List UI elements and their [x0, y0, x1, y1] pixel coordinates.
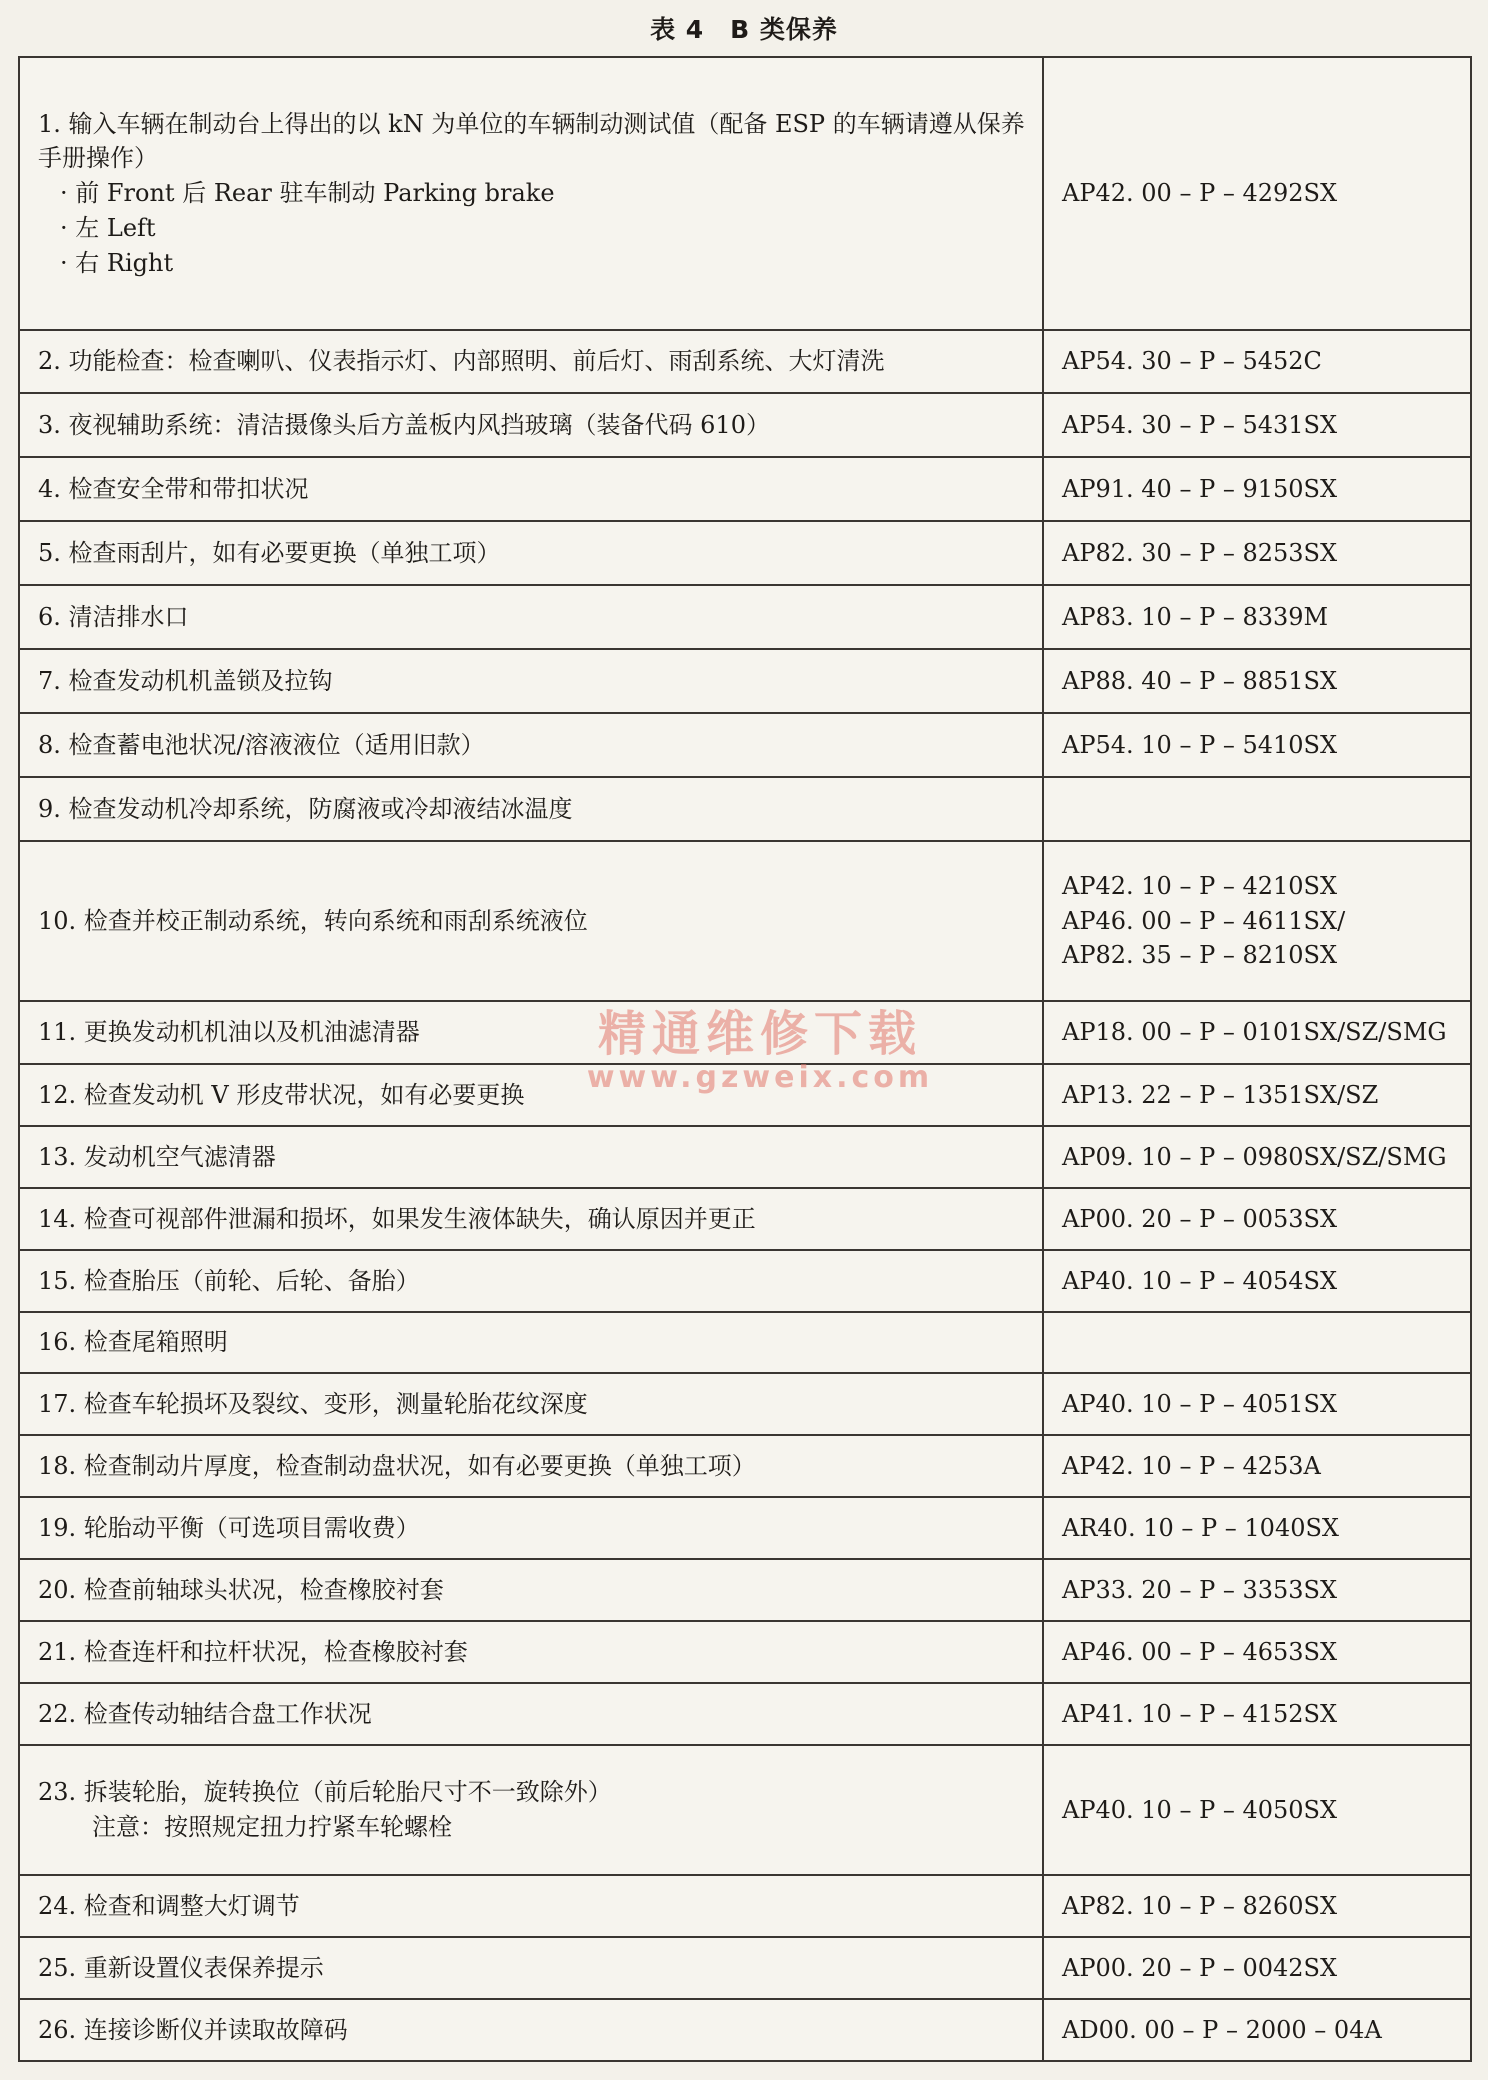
table-row: [19, 1875, 1471, 1937]
row-code: AP00. 20 – P – 0053SX: [1043, 1188, 1471, 1250]
row-code: AP82. 30 – P – 8253SX: [1043, 521, 1471, 585]
row-description: [19, 1683, 1043, 1745]
code-line: AP42. 10 – P – 4210SX: [1062, 871, 1338, 900]
maintenance-table: [18, 56, 1472, 2062]
row-code: AP40. 10 – P – 4051SX: [1043, 1373, 1471, 1435]
table-row: [19, 521, 1471, 585]
table-row: [19, 1745, 1471, 1875]
item-text: 8. 检查蓄电池状况/溶液液位（适用旧款）: [38, 730, 485, 759]
row-description: [19, 1999, 1043, 2061]
table-row: [19, 841, 1471, 1001]
row-description: [19, 1937, 1043, 1999]
item-subtext: · 前 Front 后 Rear 驻车制动 Parking brake: [60, 179, 555, 208]
item-text: 20. 检查前轴球头状况，检查橡胶衬套: [38, 1575, 444, 1604]
table-row: [19, 1250, 1471, 1312]
row-code: [1043, 1312, 1471, 1373]
table-row: [19, 1312, 1471, 1373]
code-line: AP82. 35 – P – 8210SX: [1062, 941, 1338, 970]
row-code: AP42. 10 – P – 4253A: [1043, 1435, 1471, 1497]
item-text: 7. 检查发动机机盖锁及拉钩: [38, 666, 333, 695]
row-code: AR40. 10 – P – 1040SX: [1043, 1497, 1471, 1559]
table-row: [19, 457, 1471, 521]
row-description: [19, 1497, 1043, 1559]
row-description: [19, 841, 1043, 1001]
table-row: [19, 1435, 1471, 1497]
row-code: AP54. 10 – P – 5410SX: [1043, 713, 1471, 777]
row-description: [19, 457, 1043, 521]
code-line: AP46. 00 – P – 4611SX/: [1062, 906, 1346, 935]
table-row: [19, 330, 1471, 393]
item-text: 23. 拆装轮胎，旋转换位（前后轮胎尺寸不一致除外）: [38, 1778, 612, 1807]
row-code: AP18. 00 – P – 0101SX/SZ/SMG: [1043, 1001, 1471, 1064]
item-text: 17. 检查车轮损坏及裂纹、变形，测量轮胎花纹深度: [38, 1389, 588, 1418]
row-description: [19, 1064, 1043, 1126]
item-text: 16. 检查尾箱照明: [38, 1328, 228, 1357]
table-row: [19, 1937, 1471, 1999]
page-title: 表 4 B 类保养: [650, 15, 838, 44]
watermark-text: 精通维修下载: [597, 1006, 922, 1062]
table-row: [19, 1001, 1471, 1064]
row-code: AP09. 10 – P – 0980SX/SZ/SMG: [1043, 1126, 1471, 1188]
table-row: [19, 57, 1471, 330]
row-code: [1043, 841, 1471, 1001]
row-code: AP54. 30 – P – 5431SX: [1043, 393, 1471, 457]
item-note: 注意：按照规定扭力拧紧车轮螺栓: [92, 1813, 452, 1841]
table-row: [19, 1683, 1471, 1745]
row-code: AD00. 00 – P – 2000 – 04A: [1043, 1999, 1471, 2061]
row-description: [19, 1373, 1043, 1435]
row-code: AP00. 20 – P – 0042SX: [1043, 1937, 1471, 1999]
item-text: 12. 检查发动机 V 形皮带状况，如有必要更换: [38, 1080, 525, 1109]
row-code: AP91. 40 – P – 9150SX: [1043, 457, 1471, 521]
watermark-url: www.gzweix.com: [586, 1060, 934, 1095]
item-subtext: · 右 Right: [60, 248, 174, 277]
item-text: 15. 检查胎压（前轮、后轮、备胎）: [38, 1266, 420, 1295]
row-description: [19, 649, 1043, 713]
item-text: 19. 轮胎动平衡（可选项目需收费）: [38, 1513, 420, 1542]
item-text: 22. 检查传动轴结合盘工作状况: [38, 1699, 372, 1728]
item-text: 10. 检查并校正制动系统，转向系统和雨刮系统液位: [38, 906, 588, 935]
table-row: [19, 1497, 1471, 1559]
table-row: [19, 1064, 1471, 1126]
item-text: 14. 检查可视部件泄漏和损坏，如果发生液体缺失，确认原因并更正: [38, 1204, 756, 1233]
row-description: [19, 1745, 1043, 1875]
row-code: AP83. 10 – P – 8339M: [1043, 585, 1471, 649]
row-description: [19, 1188, 1043, 1250]
row-description: [19, 585, 1043, 649]
item-text: 5. 检查雨刮片，如有必要更换（单独工项）: [38, 538, 501, 567]
item-text: 24. 检查和调整大灯调节: [38, 1891, 300, 1920]
row-code: AP88. 40 – P – 8851SX: [1043, 649, 1471, 713]
item-text: 1. 输入车辆在制动台上得出的以 kN 为单位的车辆制动测试值（配备 ESP 的车辆请遵从保养手册操作）: [38, 109, 1025, 173]
row-description: [19, 521, 1043, 585]
item-text: 6. 清洁排水口: [38, 602, 189, 631]
row-description: [19, 1875, 1043, 1937]
row-description: [19, 393, 1043, 457]
row-code: AP82. 10 – P – 8260SX: [1043, 1875, 1471, 1937]
row-description: [19, 1312, 1043, 1373]
item-text: 21. 检查连杆和拉杆状况，检查橡胶衬套: [38, 1637, 468, 1666]
table-row: [19, 1126, 1471, 1188]
row-description: [19, 1001, 1043, 1064]
table-row: [19, 649, 1471, 713]
row-code: AP42. 00 – P – 4292SX: [1043, 57, 1471, 330]
table-row: [19, 1999, 1471, 2061]
row-description: [19, 57, 1043, 330]
table-row: [19, 1559, 1471, 1621]
row-code: AP13. 22 – P – 1351SX/SZ: [1043, 1064, 1471, 1126]
table-row: [19, 713, 1471, 777]
item-text: 26. 连接诊断仪并读取故障码: [38, 2015, 348, 2044]
row-description: [19, 1250, 1043, 1312]
item-text: 2. 功能检查：检查喇叭、仪表指示灯、内部照明、前后灯、雨刮系统、大灯清洗: [38, 347, 885, 376]
row-description: [19, 1559, 1043, 1621]
item-text: 13. 发动机空气滤清器: [38, 1142, 276, 1171]
item-text: 3. 夜视辅助系统：清洁摄像头后方盖板内风挡玻璃（装备代码 610）: [38, 410, 770, 439]
table-row: [19, 1621, 1471, 1683]
table-row: [19, 777, 1471, 841]
table-row: [19, 585, 1471, 649]
row-description: [19, 1435, 1043, 1497]
table-row: [19, 393, 1471, 457]
row-description: [19, 330, 1043, 393]
row-code: AP46. 00 – P – 4653SX: [1043, 1621, 1471, 1683]
row-code: AP40. 10 – P – 4050SX: [1043, 1745, 1471, 1875]
row-code: AP33. 20 – P – 3353SX: [1043, 1559, 1471, 1621]
item-subtext: · 左 Left: [60, 213, 156, 242]
item-text: 9. 检查发动机冷却系统，防腐液或冷却液结冰温度: [38, 794, 573, 823]
item-text: 25. 重新设置仪表保养提示: [38, 1953, 324, 1982]
row-code: AP40. 10 – P – 4054SX: [1043, 1250, 1471, 1312]
row-description: [19, 1126, 1043, 1188]
table-row: [19, 1373, 1471, 1435]
row-code: AP54. 30 – P – 5452C: [1043, 330, 1471, 393]
row-description: [19, 713, 1043, 777]
row-description: [19, 1621, 1043, 1683]
item-text: 4. 检查安全带和带扣状况: [38, 474, 309, 503]
table-row: [19, 1188, 1471, 1250]
row-description: [19, 777, 1043, 841]
row-code: [1043, 777, 1471, 841]
item-text: 11. 更换发动机机油以及机油滤清器: [38, 1018, 420, 1047]
item-text: 18. 检查制动片厚度，检查制动盘状况，如有必要更换（单独工项）: [38, 1451, 756, 1480]
row-code: AP41. 10 – P – 4152SX: [1043, 1683, 1471, 1745]
